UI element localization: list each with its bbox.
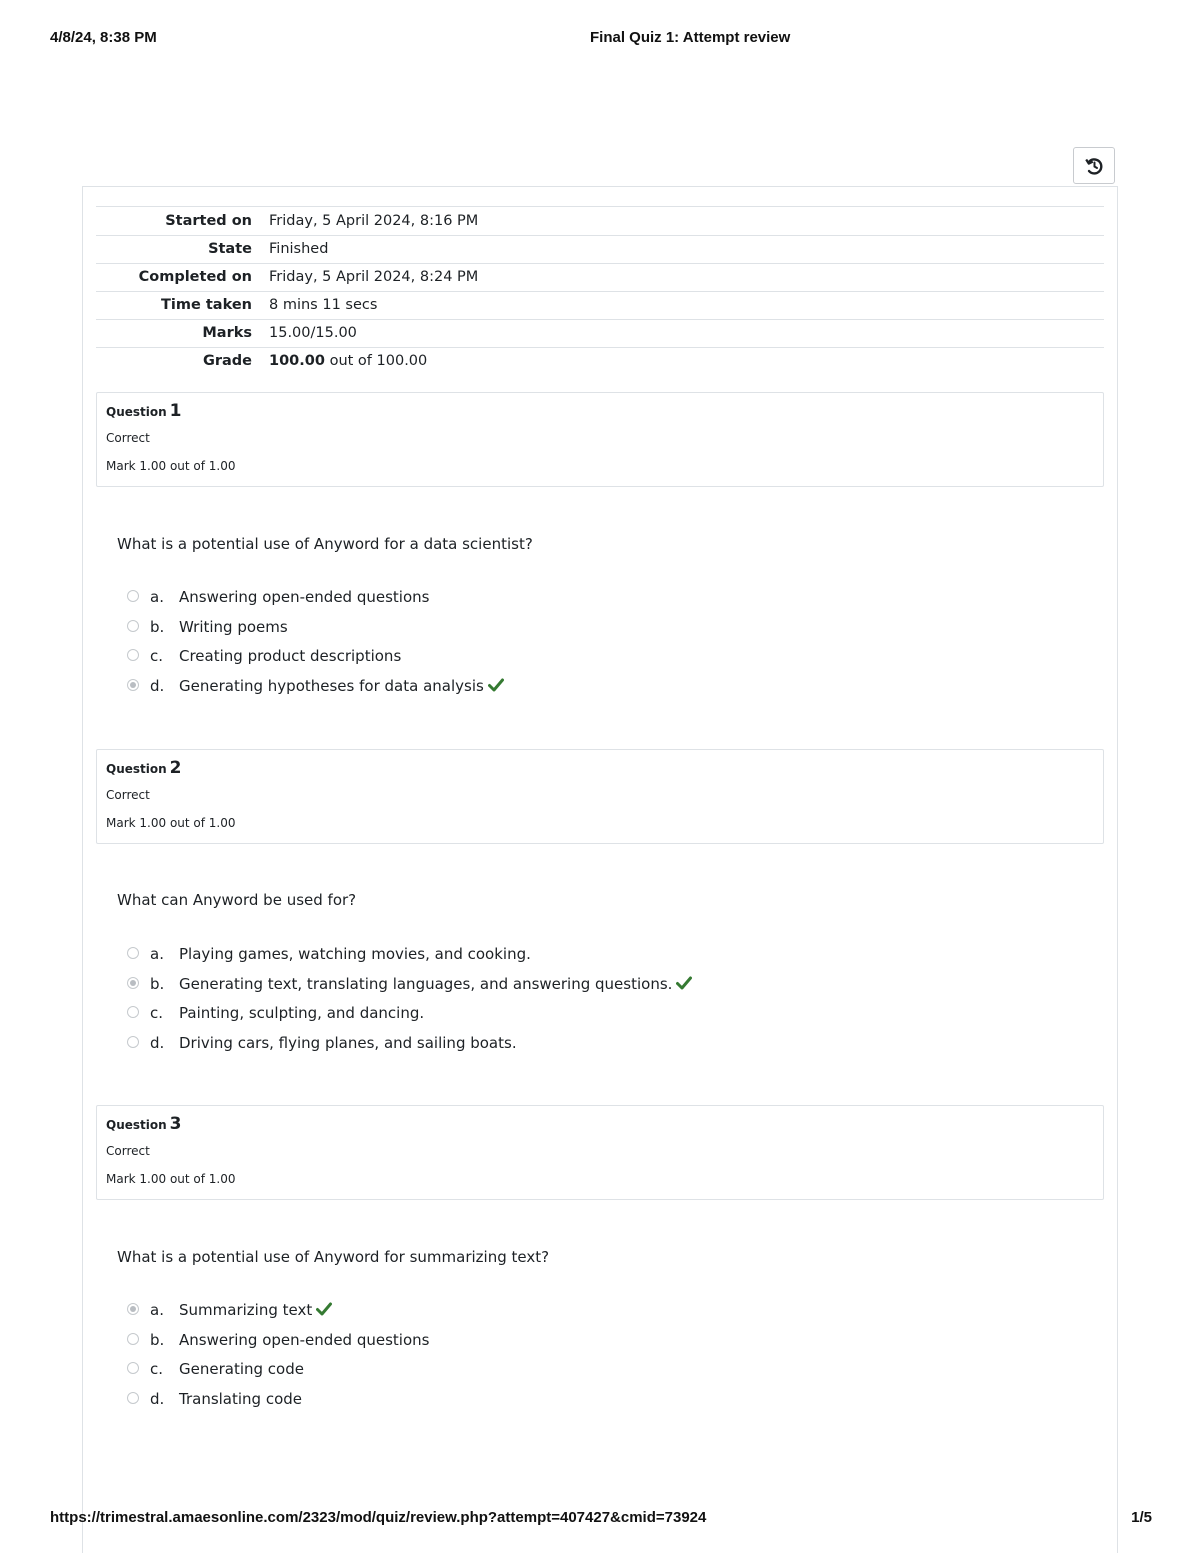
answer-letter: b. bbox=[150, 1330, 165, 1349]
answer-text: Driving cars, flying planes, and sailing boats. bbox=[179, 1033, 517, 1052]
answer-letter: c. bbox=[150, 647, 164, 665]
summary-value: Finished bbox=[269, 236, 1104, 264]
radio-button[interactable] bbox=[127, 1362, 139, 1374]
history-icon bbox=[1084, 156, 1104, 176]
radio-button-selected[interactable] bbox=[127, 977, 139, 989]
check-icon bbox=[316, 1302, 332, 1316]
question-number bbox=[106, 401, 182, 421]
question-state: Correct bbox=[106, 788, 150, 802]
question-number-value: 3 bbox=[169, 1114, 182, 1134]
answer-letter: a. bbox=[150, 1301, 164, 1319]
answer-text: Answering open-ended questions bbox=[179, 588, 430, 606]
question-number-value: 1 bbox=[169, 401, 182, 421]
summary-value: Friday, 5 April 2024, 8:24 PM bbox=[269, 264, 1104, 292]
answer-text: Generating text, translating languages, and answering questions. bbox=[179, 974, 673, 993]
grade-max: out of 100.00 bbox=[324, 353, 428, 369]
answer-text: Generating hypotheses for data analysis bbox=[179, 676, 484, 695]
radio-button[interactable] bbox=[127, 1392, 139, 1404]
summary-row-time-taken bbox=[96, 292, 1104, 320]
radio-button[interactable] bbox=[127, 620, 139, 632]
answer-letter: d. bbox=[150, 1389, 165, 1408]
grade-value: 100.00 bbox=[269, 353, 325, 369]
check-icon bbox=[676, 976, 692, 990]
question-number-value: 2 bbox=[169, 758, 182, 778]
summary-value: Friday, 5 April 2024, 8:16 PM bbox=[269, 207, 1104, 236]
question-info bbox=[96, 392, 1104, 487]
answer-text-wrapper bbox=[179, 674, 504, 698]
attempt-summary-table bbox=[96, 206, 1104, 375]
answer-text: Translating code bbox=[179, 1389, 303, 1408]
print-page-number: 1/5 bbox=[1131, 1509, 1152, 1526]
summary-label: Marks bbox=[96, 320, 269, 348]
question-grade: Mark 1.00 out of 1.00 bbox=[106, 459, 236, 473]
summary-label: State bbox=[96, 236, 269, 264]
summary-label: Completed on bbox=[96, 264, 269, 292]
summary-value: 8 mins 11 secs bbox=[269, 292, 1104, 320]
summary-label: Time taken bbox=[96, 292, 269, 320]
answer-text: Writing poems bbox=[179, 617, 288, 636]
answer-text-wrapper bbox=[179, 972, 692, 996]
summary-value bbox=[269, 348, 1104, 376]
question-number bbox=[106, 758, 182, 778]
answer-text: Creating product descriptions bbox=[179, 647, 402, 665]
radio-button[interactable] bbox=[127, 947, 139, 959]
answer-letter: d. bbox=[150, 1033, 165, 1052]
summary-label: Started on bbox=[96, 207, 269, 236]
question-text: What is a potential use of Anyword for a data scientist? bbox=[117, 535, 533, 553]
question-label: Question bbox=[106, 405, 167, 419]
question-state: Correct bbox=[106, 431, 150, 445]
question-number bbox=[106, 1114, 182, 1134]
summary-row-completed bbox=[96, 264, 1104, 292]
question-grade: Mark 1.00 out of 1.00 bbox=[106, 1172, 236, 1186]
answer-text: Answering open-ended questions bbox=[179, 1330, 430, 1349]
answer-text: Summarizing text bbox=[179, 1301, 313, 1319]
attempt-history-button[interactable] bbox=[1073, 147, 1115, 184]
check-icon bbox=[488, 678, 504, 692]
answer-letter: a. bbox=[150, 945, 164, 963]
question-grade: Mark 1.00 out of 1.00 bbox=[106, 816, 236, 830]
answer-letter: a. bbox=[150, 588, 164, 606]
answer-text: Playing games, watching movies, and cooking. bbox=[179, 945, 531, 963]
answer-letter: c. bbox=[150, 1004, 164, 1022]
print-header bbox=[50, 29, 1152, 49]
print-datetime: 4/8/24, 8:38 PM bbox=[50, 29, 157, 46]
question-info bbox=[96, 749, 1104, 844]
summary-label: Grade bbox=[96, 348, 269, 376]
print-url: https://trimestral.amaesonline.com/2323/mod/quiz/review.php?attempt=407427&cmid=73924 bbox=[50, 1509, 707, 1526]
radio-button[interactable] bbox=[127, 590, 139, 602]
summary-row-state bbox=[96, 236, 1104, 264]
answer-letter: c. bbox=[150, 1360, 164, 1378]
radio-button[interactable] bbox=[127, 649, 139, 661]
answer-text: Painting, sculpting, and dancing. bbox=[179, 1004, 425, 1022]
radio-button-selected[interactable] bbox=[127, 679, 139, 691]
radio-button[interactable] bbox=[127, 1036, 139, 1048]
question-info bbox=[96, 1105, 1104, 1200]
answer-letter: b. bbox=[150, 617, 165, 636]
question-label: Question bbox=[106, 762, 167, 776]
question-label: Question bbox=[106, 1118, 167, 1132]
answer-letter: d. bbox=[150, 676, 165, 695]
summary-row-started bbox=[96, 207, 1104, 236]
summary-row-grade bbox=[96, 348, 1104, 376]
question-state: Correct bbox=[106, 1144, 150, 1158]
print-footer bbox=[50, 1509, 1152, 1529]
radio-button[interactable] bbox=[127, 1333, 139, 1345]
summary-value: 15.00/15.00 bbox=[269, 320, 1104, 348]
answer-text-wrapper bbox=[179, 1298, 332, 1322]
summary-row-marks bbox=[96, 320, 1104, 348]
question-text: What is a potential use of Anyword for summarizing text? bbox=[117, 1248, 550, 1266]
answer-text: Generating code bbox=[179, 1360, 304, 1378]
radio-button[interactable] bbox=[127, 1006, 139, 1018]
radio-button-selected[interactable] bbox=[127, 1303, 139, 1315]
question-text: What can Anyword be used for? bbox=[117, 891, 357, 909]
print-page-title: Final Quiz 1: Attempt review bbox=[590, 29, 791, 46]
answer-letter: b. bbox=[150, 974, 165, 993]
